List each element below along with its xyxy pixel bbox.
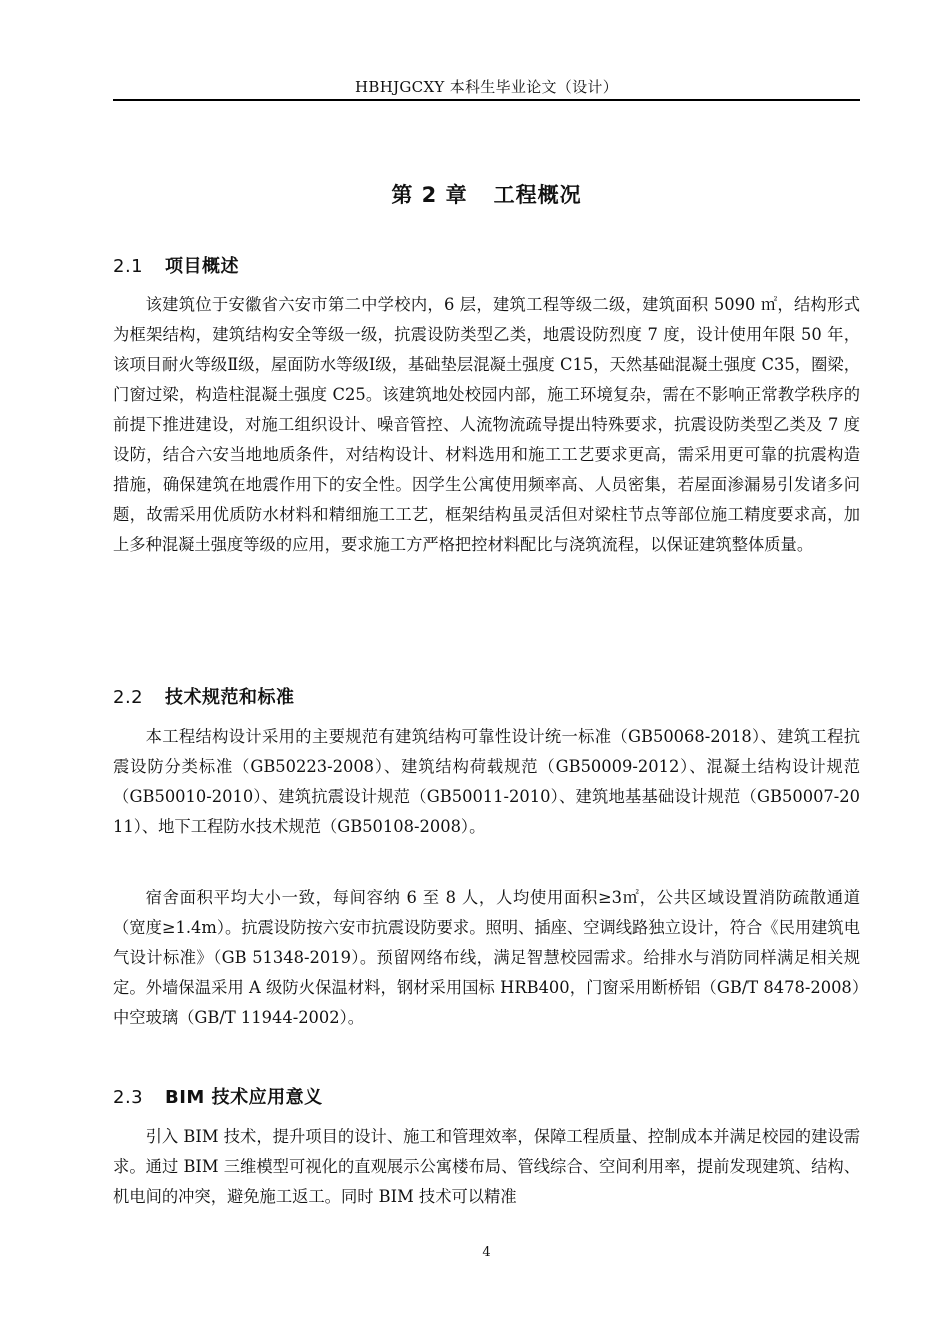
chapter-title (113, 179, 860, 209)
header-rule (113, 99, 860, 101)
section-number: 2.1 (113, 256, 144, 277)
section-title: BIM 技术应用意义 (165, 1087, 323, 1108)
chapter-name: 工程概况 (493, 183, 582, 207)
section-number: 2.2 (113, 687, 144, 708)
section-title: 技术规范和标准 (165, 687, 295, 708)
chapter-number: 第 2 章 (391, 183, 468, 207)
section-heading-2-2 (113, 683, 860, 709)
section-heading-2-3 (113, 1083, 860, 1109)
paragraph-project-overview: 该建筑位于安徽省六安市第二中学校内，6 层，建筑工程等级二级，建筑面积 5090 ㎡，结构形式为框架结构，建筑结构安全等级一级，抗震设防类型乙类，地震设防烈度 7 度，设计使用年限 50 年，该项目耐火等级Ⅱ级，屋面防水等级Ⅰ级，基础垫层混凝土强度 C15，天然基础混凝土强度 C35，圈梁，门窗过梁，构造柱混凝土强度 C25。该建筑地处校园内部，施工环境复杂，需在不影响正常教学秩序的前提下推进建设，对施工组织设计、噪音管控、人流物流疏导提出特殊要求，抗震设防类型乙类及 7 度设防，结合六安当地地质条件，对结构设计、材料选用和施工工艺要求更高，需采用更可靠的抗震构造措施，确保建筑在地震作用下的安全性。因学生公寓使用频率高、人员密集，若屋面渗漏易引发诸多问题，故需采用优质防水材料和精细施工工艺，框架结构虽灵活但对梁柱节点等部位施工精度要求高，加上多种混凝土强度等级的应用，要求施工方严格把控材料配比与浇筑流程，以保证建筑整体质量。 (113, 295, 860, 554)
section-number: 2.3 (113, 1087, 144, 1108)
section-heading-2-1 (113, 252, 860, 278)
paragraph-bim-significance: 引入 BIM 技术，提升项目的设计、施工和管理效率，保障工程质量、控制成本并满足校园的建设需求。通过 BIM 三维模型可视化的直观展示公寓楼布局、管线综合、空间利用率，提前发现建筑、结构、机电间的冲突，避免施工返工。同时 BIM 技术可以精准 (113, 1127, 860, 1206)
paragraph-standards-list: 本工程结构设计采用的主要规范有建筑结构可靠性设计统一标准（GB50068-2018）、建筑工程抗震设防分类标准（GB50223-2008）、建筑结构荷载规范（GB50009-2012）、混凝土结构设计规范（GB50010-2010）、建筑抗震设计规范（GB50011-2010）、建筑地基基础设计规范（GB50007-2011）、地下工程防水技术规范（GB50108-2008）。 (113, 727, 860, 836)
paragraph-dormitory-requirements: 宿舍面积平均大小一致，每间容纳 6 至 8 人，人均使用面积≥3㎡，公共区域设置消防疏散通道（宽度≥1.4m）。抗震设防按六安市抗震设防要求。照明、插座、空调线路独立设计，符合《民用建筑电气设计标准》（GB 51348-2019）。预留网络布线，满足智慧校园需求。给排水与消防同样满足相关规定。外墙保温采用 A 级防火保温材料，钢材采用国标 HRB400，门窗采用断桥铝（GB/T 8478-2008）中空玻璃（GB/T 11944-2002）。 (113, 888, 860, 1027)
running-header: HBHJGCXY 本科生毕业论文（设计） (354, 78, 618, 96)
page-number: 4 (482, 1245, 491, 1260)
section-title: 项目概述 (165, 256, 239, 277)
